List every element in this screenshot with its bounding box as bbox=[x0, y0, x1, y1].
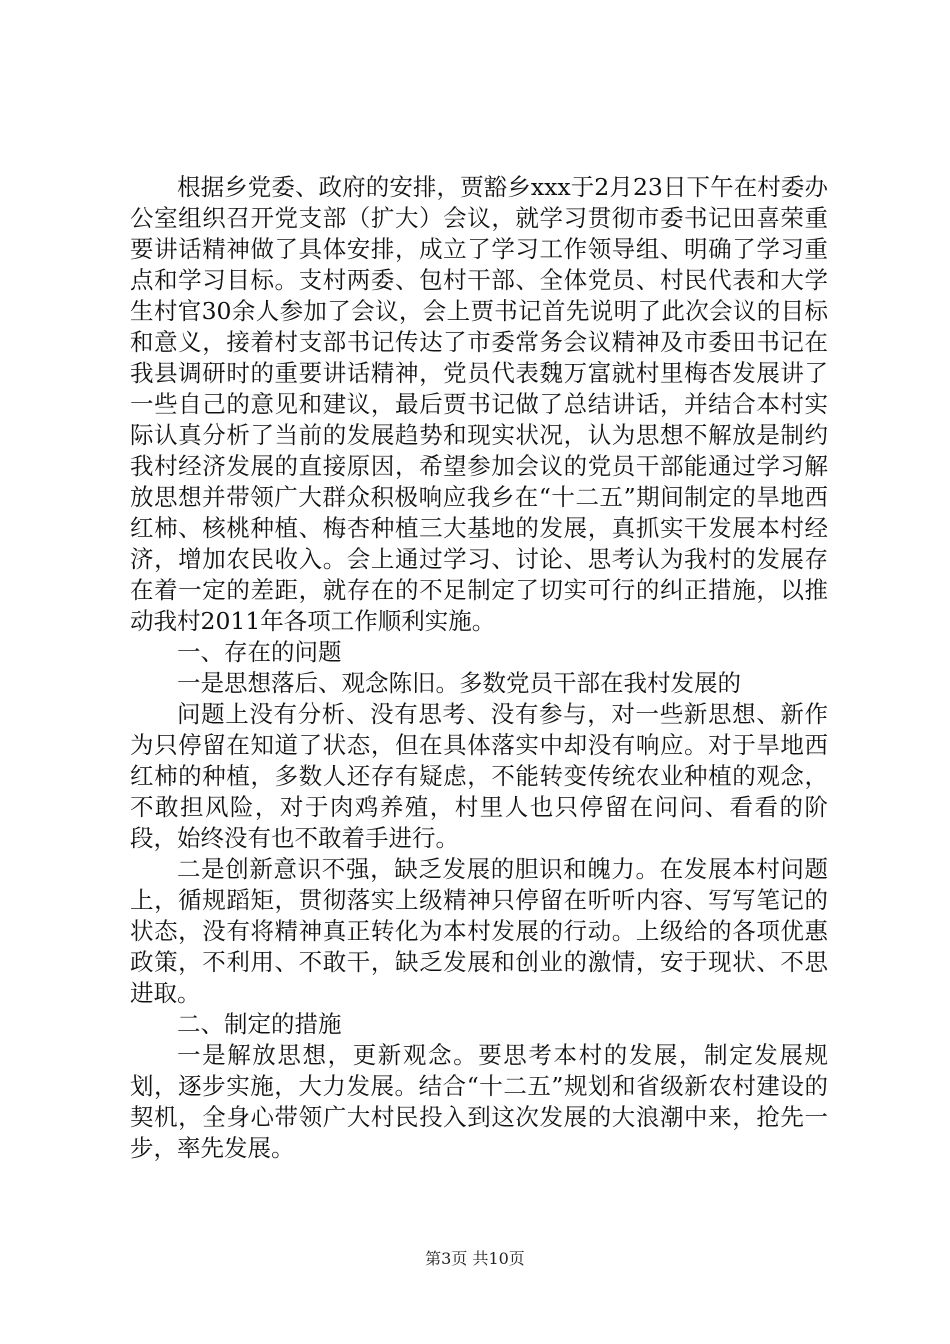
problem-two-paragraph: 二是创新意识不强，缺乏发展的胆识和魄力。在发展本村问题上，循规蹈矩，贯彻落实上级精神只停留在听听内容、写写笔记的状态，没有将精神真正转化为本村发展的行动。上级给的各项优惠政策，不利用、不敢干，缺乏发展和创业的激情，安于现状、不思进取。 bbox=[130, 855, 828, 1007]
problem-one-body: 问题上没有分析、没有思考、没有参与，对一些新思想、新作为只停留在知道了状态，但在具体落实中却没有响应。对于旱地西红柿的种植，多数人还存有疑虑，不能转变传统农业种植的观念，不敢担风险，对于肉鸡养殖，村里人也只停留在问问、看看的阶段，始终没有也不敢着手进行。 bbox=[130, 700, 828, 852]
document-body bbox=[130, 172, 828, 1164]
intro-paragraph: 根据乡党委、政府的安排，贾豁乡xxx于2月23日下午在村委办公室组织召开党支部（扩大）会议，就学习贯彻市委书记田喜荣重要讲话精神做了具体安排，成立了学习工作领导组、明确了学习重点和学习目标。支村两委、包村干部、全体党员、村民代表和大学生村官30余人参加了会议，会上贾书记首先说明了此次会议的目标和意义，接着村支部书记传达了市委常务会议精神及市委田书记在我县调研时的重要讲话精神，党员代表魏万富就村里梅杏发展讲了一些自己的意见和建议，最后贾书记做了总结讲话，并结合本村实际认真分析了当前的发展趋势和现实状况，认为思想不解放是制约我村经济发展的直接原因，希望参加会议的党员干部能通过学习解放思想并带领广大群众积极响应我乡在“十二五”期间制定的旱地西红柿、核桃种植、梅杏种植三大基地的发展，真抓实干发展本村经济，增加农民收入。会上通过学习、讨论、思考认为我村的发展存在着一定的差距，就存在的不足制定了切实可行的纠正措施，以推动我村2011年各项工作顺利实施。 bbox=[130, 173, 828, 635]
page-footer: 第3页 共10页 bbox=[425, 1249, 525, 1268]
problem-one-lead: 一是思想落后、观念陈旧。多数党员干部在我村发展的 bbox=[177, 669, 741, 697]
section-heading-problems: 一、存在的问题 bbox=[177, 638, 342, 666]
section-heading-measures: 二、制定的措施 bbox=[177, 1010, 342, 1038]
measure-one-paragraph: 一是解放思想，更新观念。要思考本村的发展，制定发展规划，逐步实施，大力发展。结合“十二五”规划和省级新农村建设的契机，全身心带领广大村民投入到这次发展的大浪潮中来，抢先一步，率先发展。 bbox=[130, 1041, 828, 1162]
